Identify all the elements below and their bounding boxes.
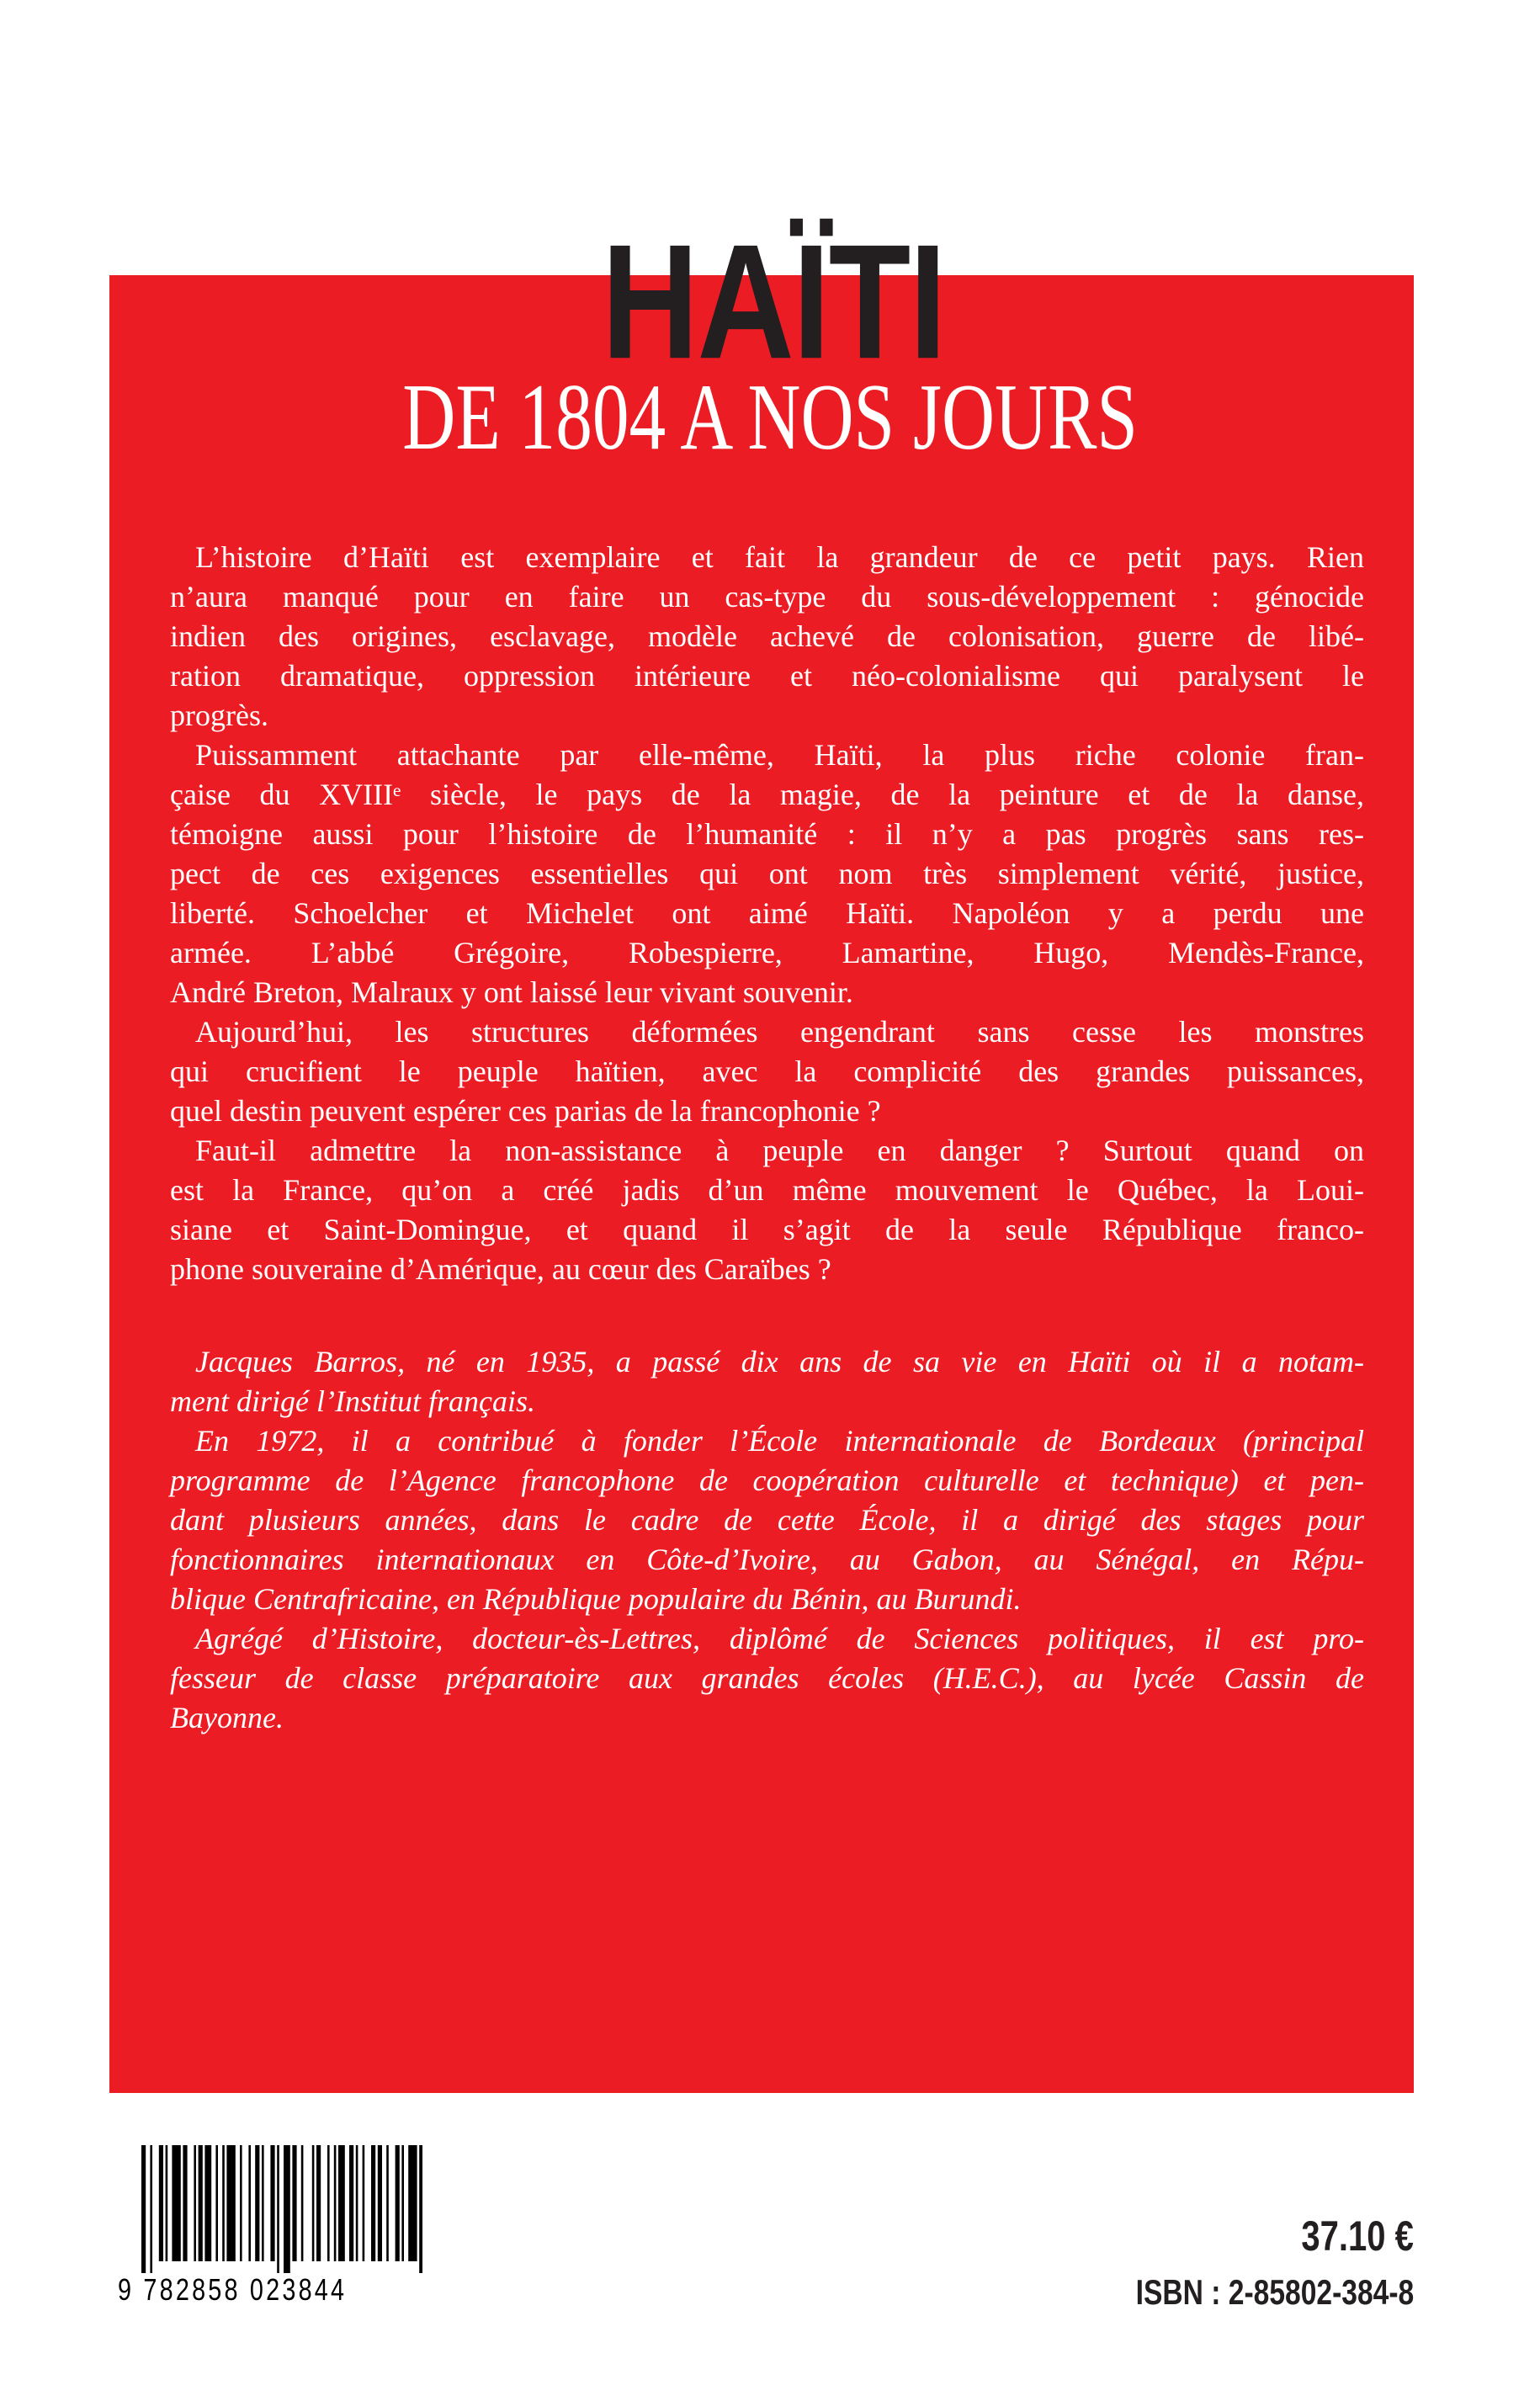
text-line: blique Centrafricaine, en République populaire du Bénin, au Burundi.	[170, 1582, 1022, 1616]
barcode-bar	[284, 2145, 290, 2273]
book-title	[0, 210, 1540, 394]
barcode-bar	[172, 2145, 180, 2261]
barcode-bar	[334, 2145, 337, 2261]
text-line: témoigne aussi pour l’histoire de l’humanité : il n’y a pas progrès sans res-	[170, 817, 1364, 851]
barcode-bar	[419, 2145, 422, 2273]
book-subtitle	[0, 365, 1540, 470]
text-line: programme de l’Agence francophone de coopération culturelle et technique) et pen-	[170, 1463, 1364, 1497]
barcode-bar	[356, 2145, 358, 2261]
text-line: ration dramatique, oppression intérieure et néo-colonialisme qui paralysent le	[170, 659, 1364, 693]
text-line: fonctionnaires internationaux en Côte-d’Ivoire, au Gabon, au Sénégal, en Répu-	[170, 1543, 1364, 1576]
text-line: Jacques Barros, né en 1935, a passé dix ans de sa vie en Haïti où il a notam-	[195, 1345, 1364, 1378]
barcode-bar	[277, 2145, 279, 2273]
barcode-bar	[248, 2145, 251, 2261]
barcode-bar	[378, 2145, 382, 2261]
barcode-bar	[371, 2145, 375, 2261]
book-subtitle-text: DE 1804 A NOS JOURS	[402, 365, 1138, 470]
text-line: Puissamment attachante par elle-même, Haïti, la plus riche colonie fran-	[195, 738, 1364, 772]
text-line: Faut-il admettre la non-assistance à peuple en danger ? Surtout quand on	[195, 1134, 1364, 1167]
barcode-bar	[255, 2145, 259, 2261]
barcode-bar	[363, 2145, 365, 2261]
barcode-bar	[292, 2145, 296, 2261]
text-line: çaise du XVIIIᵉ siècle, le pays de la magie, de la peinture et de la danse,	[170, 778, 1364, 811]
barcode-bar	[396, 2145, 400, 2261]
text-line: qui crucifient le peuple haïtien, avec la complicité des grandes puissances,	[170, 1054, 1364, 1088]
text-line: dant plusieurs années, dans le cadre de cette École, il a dirigé des stages pour	[170, 1503, 1364, 1537]
barcode	[141, 2145, 422, 2273]
text-line: liberté. Schoelcher et Michelet ont aimé Haïti. Napoléon y a perdu une	[170, 896, 1364, 930]
barcode-bar	[270, 2145, 274, 2261]
text-line: phone souveraine d’Amérique, au cœur des Caraïbes ?	[170, 1252, 831, 1286]
text-line: est la France, qu’on a créé jadis d’un même mouvement le Québec, la Loui-	[170, 1173, 1364, 1207]
barcode-bar	[301, 2145, 304, 2261]
barcode-bar	[262, 2145, 264, 2261]
barcode-bar	[401, 2145, 404, 2261]
text-line: pect de ces exigences essentielles qui ont nom très simplement vérité, justice,	[170, 857, 1364, 890]
text-line: L’histoire d’Haïti est exemplaire et fait la grandeur de ce petit pays. Rien	[195, 540, 1364, 574]
text-line: Bayonne.	[170, 1701, 284, 1734]
barcode-bar	[312, 2145, 315, 2261]
author-bio	[170, 1342, 1364, 1738]
barcode-bar	[215, 2145, 218, 2261]
barcode-bar	[183, 2145, 187, 2261]
text-line: Aujourd’hui, les structures déformées engendrant sans cesse les monstres	[195, 1015, 1364, 1049]
barcode-bar	[316, 2145, 321, 2261]
barcode-bar	[204, 2145, 211, 2261]
text-line: Agrégé d’Histoire, docteur-ès-Lettres, diplômé de Sciences politiques, il est pro-	[195, 1622, 1364, 1655]
text-line: ment dirigé l’Institut français.	[170, 1384, 535, 1418]
text-line: En 1972, il a contribué à fonder l’École internationale de Bordeaux (principal	[195, 1424, 1364, 1458]
barcode-bar	[166, 2145, 168, 2261]
barcode-digits: 9 782858 023844	[118, 2272, 348, 2307]
barcode-bar	[240, 2145, 242, 2261]
barcode-bar	[226, 2145, 235, 2261]
book-title-text: HAÏTI	[601, 210, 946, 394]
text-line: indien des origines, esclavage, modèle achevé de colonisation, guerre de libé-	[170, 619, 1364, 653]
price: 37.10 €	[1301, 2212, 1414, 2260]
barcode-bar	[150, 2145, 152, 2273]
text-line: André Breton, Malraux y ont laissé leur vivant souvenir.	[170, 975, 853, 1009]
barcode-bar	[338, 2145, 345, 2261]
barcode-bar	[222, 2145, 225, 2261]
barcode-bar	[199, 2145, 203, 2261]
barcode-bar	[194, 2145, 196, 2261]
barcode-bar	[386, 2145, 389, 2261]
barcode-bar	[327, 2145, 330, 2261]
text-line: siane et Saint-Domingue, et quand il s’agit de la seule République franco-	[170, 1213, 1364, 1246]
barcode-bar	[349, 2145, 353, 2261]
text-line: n’aura manqué pour en faire un cas-type du sous-développement : génocide	[170, 580, 1364, 614]
text-line: quel destin peuvent espérer ces parias de la francophonie ?	[170, 1094, 881, 1128]
barcode-bar	[159, 2145, 163, 2261]
blurb-text	[170, 538, 1364, 1289]
barcode-bar	[408, 2145, 417, 2261]
text-line: fesseur de classe préparatoire aux grandes écoles (H.E.C.), au lycée Cassin de	[170, 1661, 1364, 1695]
barcode-bar	[141, 2145, 146, 2273]
text-line: armée. L’abbé Grégoire, Robespierre, Lamartine, Hugo, Mendès-France,	[170, 936, 1364, 969]
isbn: ISBN : 2-85802-384-8	[1135, 2272, 1414, 2312]
text-line: progrès.	[170, 699, 268, 732]
